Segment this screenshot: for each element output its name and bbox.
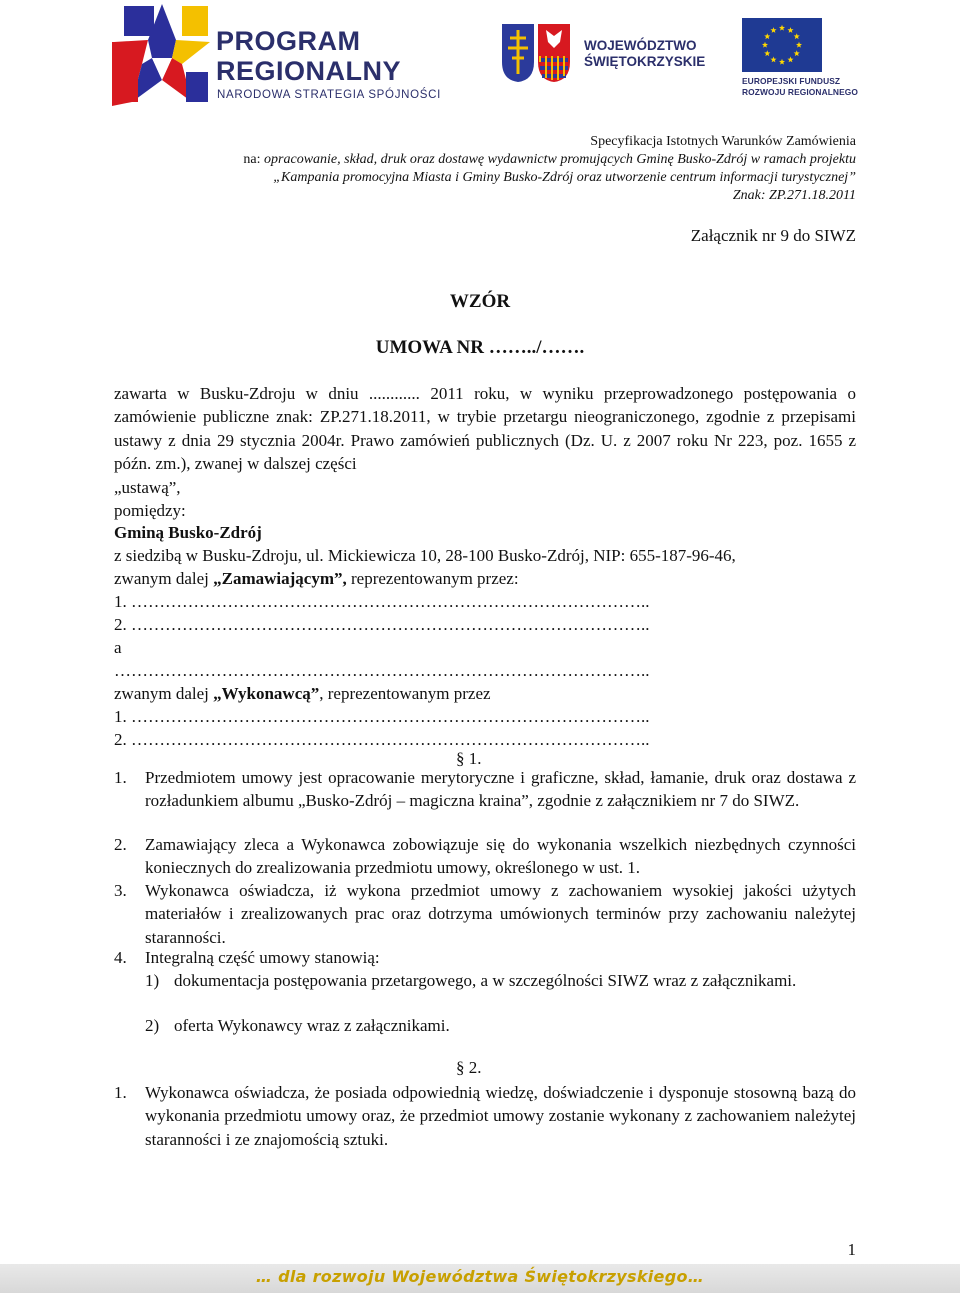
section-1-symbol: § 1. (456, 749, 482, 768)
program-star-icon (112, 2, 212, 106)
s1-item-4-text: Integralną część umowy stanowią: (145, 948, 380, 967)
header-line2-prefix: na: (243, 152, 265, 167)
wojewodztwo-logo (500, 22, 710, 84)
wykonawca-prefix: zwanym dalej (114, 684, 214, 703)
header-line3: „Kampania promocyjna Miasta i Gminy Busko-Zdrój oraz utworzenie centrum informacji turystycznej” (273, 170, 856, 185)
intro-paragraph: zawarta w Busku-Zdroju w dniu ............ 2011 roku, w wyniku przeprowadzonego postępowania o zamówienie publiczne znak: ZP.271.18.2011, w trybie przetargu nieograniczonego, zgodnie z przepisami ustawy z dnia 29 stycznia 2004r. Prawo zamówień publicznych (Dz. U. z 2007 roku Nr 223, poz. 1655 z późn. zm.), zwanej w dalszej części (114, 384, 856, 473)
eu-logo-text (742, 76, 858, 98)
program-logo-line2: REGIONALNY (216, 56, 402, 86)
s2-item-1-text: Wykonawca oświadcza, że posiada odpowiednią wiedzę, doświadczenie i dysponuje stosowną bazą do wykonania przedmiotu umowy oraz, że przedmiot umowy zostanie wykonany z zachowaniem należytej staranności i ze znajomością sztuki. (145, 1083, 856, 1149)
conjunction-a: a (114, 638, 122, 657)
program-regionalny-logo (112, 2, 492, 106)
coat-of-arms-icon (500, 22, 572, 84)
s1-subitem-2-number: 2) (145, 1016, 160, 1035)
a-dots-line: ………………………………………………………………………………….. (114, 661, 650, 680)
zamawiajacy-rep-2: 2. ……………………………………………………………………………….. (114, 615, 650, 634)
siedziba-line: z siedzibą w Busku-Zdroju, ul. Mickiewicza 10, 28-100 Busko-Zdrój, NIP: 655-187-96-46, (114, 546, 736, 565)
party-gmina: Gminą Busko-Zdrój (114, 523, 262, 542)
s1-item-1-text: Przedmiotem umowy jest opracowanie merytoryczne i graficzne, skład, łamanie, druk oraz dostawa z rozładunkiem albumu „Busko-Zdrój – magiczna kraina”, zgodnie z załącznikiem nr 7 do SIWZ. (145, 768, 856, 811)
program-logo-line3: NARODOWA STRATEGIA SPÓJNOŚCI (217, 89, 442, 101)
program-logo-line1: PROGRAM (216, 26, 361, 56)
s1-item-1-number: 1. (114, 768, 127, 787)
s2-item-1-number: 1. (114, 1083, 127, 1102)
s1-item-2-text: Zamawiający zleca a Wykonawca zobowiązuje się do wykonania wszelkich niezbędnych czynności koniecznych do zrealizowania przedmiotu umowy, określonego w ust. 1. (145, 835, 856, 878)
zamawiajacy-suffix: reprezentowanym przez: (346, 569, 519, 588)
eu-logo (742, 18, 872, 104)
wykonawca-suffix: , reprezentowanym przez (319, 684, 491, 703)
wykonawca-line (114, 682, 491, 705)
s1-item-4-number: 4. (114, 948, 127, 967)
s1-subitem-1-text: dokumentacja postępowania przetargowego, a w szczególności SIWZ wraz z załącznikami. (174, 971, 797, 990)
s1-item-2-number: 2. (114, 835, 127, 854)
header-line4: Znak: ZP.271.18.2011 (732, 188, 856, 203)
wojewodztwo-logo-text (584, 38, 705, 70)
wykonawca-bold: „Wykonawcą” (213, 684, 320, 703)
section-2-symbol: § 2. (456, 1058, 482, 1077)
wojewodztwo-line1: WOJEWÓDZTWO (584, 38, 697, 53)
zamawiajacy-prefix: zwanym dalej (114, 569, 214, 588)
wykonawca-rep-1: 1. ……………………………………………………………………………….. (114, 707, 650, 726)
footer-slogan: … dla rozwoju Województwa Świętokrzyskiego… (255, 1267, 705, 1286)
zamawiajacy-rep-1: 1. ……………………………………………………………………………….. (114, 592, 650, 611)
ustawa-line: „ustawą”, (114, 478, 181, 497)
eu-line1: EUROPEJSKI FUNDUSZ (742, 76, 841, 86)
eu-flag-icon (742, 18, 822, 72)
zamawiajacy-bold: „Zamawiającym”, (213, 569, 347, 588)
s1-item-3-number: 3. (114, 881, 127, 900)
s1-item-3-text: Wykonawca oświadcza, iż wykona przedmiot umowy z zachowaniem wysokiej jakości użytych materiałów i zrealizowanych prac oraz dotrzyma umówionych terminów przy zachowaniu należytej staranności. (145, 881, 856, 947)
s1-subitem-1-number: 1) (145, 971, 160, 990)
pomiedzy-line: pomiędzy: (114, 501, 186, 520)
umowa-title: UMOWA NR ……../……. (375, 337, 585, 358)
page-number: 1 (847, 1240, 856, 1259)
eu-line2: ROZWOJU REGIONALNEGO (742, 87, 858, 97)
header-line1: Specyfikacja Istotnych Warunków Zamówienia (590, 134, 856, 149)
s1-subitem-2-text: oferta Wykonawcy wraz z załącznikami. (174, 1016, 450, 1035)
header-line2-italic: opracowanie, skład, druk oraz dostawę wydawnictw promujących Gminę Busko-Zdrój w ramach projektu (264, 152, 856, 167)
zamawiajacy-line (114, 567, 519, 590)
header-line2 (243, 151, 856, 169)
wojewodztwo-line2: ŚWIĘTOKRZYSKIE (584, 54, 706, 69)
annex-label: Załącznik nr 9 do SIWZ (690, 226, 856, 245)
wykonawca-rep-2: 2. ……………………………………………………………………………….. (114, 730, 650, 749)
wzor-title: WZÓR (449, 291, 511, 312)
